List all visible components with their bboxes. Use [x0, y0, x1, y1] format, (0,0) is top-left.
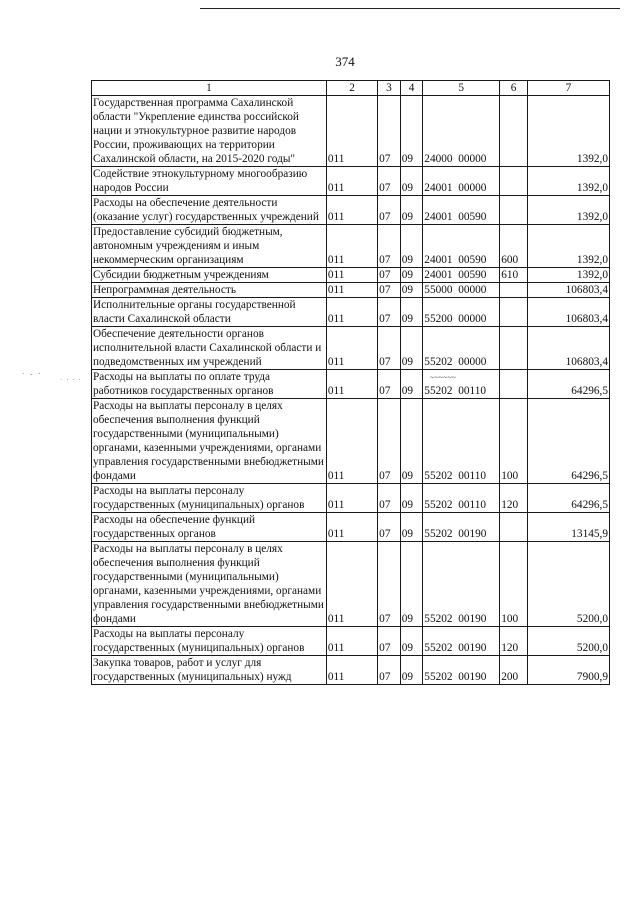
cell-target-article: 55202 00190	[423, 656, 500, 685]
cell-expense-type	[500, 327, 528, 370]
cell-target-article: 55202 00110	[423, 370, 500, 399]
table-row	[92, 268, 610, 283]
cell-amount: 1392,0	[527, 167, 609, 196]
cell-expense-type	[500, 370, 528, 399]
cell-target-article: 55202 00190	[423, 513, 500, 542]
column-header-target-article: 5	[423, 81, 500, 96]
cell-name: Содействие этнокультурному многообразию народов России	[92, 167, 327, 196]
cell-expense-type: 100	[500, 399, 528, 484]
cell-ministry: 011	[326, 656, 377, 685]
cell-section: 07	[378, 225, 401, 268]
cell-expense-type: 200	[500, 656, 528, 685]
cell-amount: 1392,0	[527, 225, 609, 268]
table-row	[92, 513, 610, 542]
cell-section: 07	[378, 268, 401, 283]
cell-ministry: 011	[326, 542, 377, 627]
cell-subsection: 09	[400, 96, 423, 167]
cell-expense-type: 120	[500, 484, 528, 513]
cell-target-article: 55200 00000	[423, 298, 500, 327]
cell-name: Расходы на выплаты персоналу в целях обеспечения выполнения функций государственными (муниципальными) органами, казенными учреждениями, органами управления государственными внебюджетными фондами	[92, 399, 327, 484]
cell-subsection: 09	[400, 484, 423, 513]
cell-amount: 106803,4	[527, 283, 609, 298]
cell-amount: 64296,5	[527, 370, 609, 399]
cell-expense-type	[500, 196, 528, 225]
cell-expense-type	[500, 96, 528, 167]
cell-amount: 1392,0	[527, 268, 609, 283]
cell-section: 07	[378, 656, 401, 685]
cell-subsection: 09	[400, 283, 423, 298]
cell-name: Расходы на выплаты персоналу государственных (муниципальных) органов	[92, 484, 327, 513]
cell-section: 07	[378, 298, 401, 327]
cell-amount: 1392,0	[527, 196, 609, 225]
cell-target-article: 55000 00000	[423, 283, 500, 298]
cell-amount: 13145,9	[527, 513, 609, 542]
table-row	[92, 167, 610, 196]
cell-target-article: 55202 00190	[423, 542, 500, 627]
cell-subsection: 09	[400, 656, 423, 685]
cell-ministry: 011	[326, 298, 377, 327]
column-header-subsection: 4	[400, 81, 423, 96]
cell-expense-type	[500, 283, 528, 298]
cell-subsection: 09	[400, 513, 423, 542]
cell-section: 07	[378, 196, 401, 225]
cell-expense-type	[500, 298, 528, 327]
column-header-amount: 7	[527, 81, 609, 96]
stamp-smudge: ~~~~~~	[430, 373, 456, 382]
table-row	[92, 96, 610, 167]
cell-name: Расходы на обеспечение деятельности (оказание услуг) государственных учреждений	[92, 196, 327, 225]
table-row	[92, 298, 610, 327]
column-header-expense-type: 6	[500, 81, 528, 96]
cell-ministry: 011	[326, 484, 377, 513]
scan-artifact: · · · ·	[60, 376, 82, 384]
cell-name: Государственная программа Сахалинской области "Укрепление единства российской нации и этнокультурное развитие народов России, проживающих на территории Сахалинской области, на 2015-2020 годы"	[92, 96, 327, 167]
table-row	[92, 656, 610, 685]
table-row	[92, 283, 610, 298]
cell-name: Исполнительные органы государственной власти Сахалинской области	[92, 298, 327, 327]
cell-amount: 106803,4	[527, 327, 609, 370]
cell-expense-type: 610	[500, 268, 528, 283]
budget-table-body	[92, 96, 610, 685]
cell-section: 07	[378, 542, 401, 627]
top-rule	[200, 8, 620, 9]
cell-target-article: 55202 00110	[423, 484, 500, 513]
page-number: 374	[335, 54, 355, 69]
cell-amount: 64296,5	[527, 399, 609, 484]
cell-amount: 5200,0	[527, 627, 609, 656]
cell-ministry: 011	[326, 327, 377, 370]
cell-target-article: 55202 00000	[423, 327, 500, 370]
cell-ministry: 011	[326, 513, 377, 542]
cell-amount: 1392,0	[527, 96, 609, 167]
cell-section: 07	[378, 513, 401, 542]
cell-subsection: 09	[400, 167, 423, 196]
cell-name: Расходы на выплаты персоналу в целях обеспечения выполнения функций государственными (муниципальными) органами, казенными учреждениями, органами управления государственными внебюджетными фондами	[92, 542, 327, 627]
cell-ministry: 011	[326, 283, 377, 298]
table-row	[92, 327, 610, 370]
column-header-name: 1	[92, 81, 327, 96]
cell-name: Обеспечение деятельности органов исполнительной власти Сахалинской области и подведомственных им учреждений	[92, 327, 327, 370]
cell-name: Расходы на выплаты по оплате труда работников государственных органов	[92, 370, 327, 399]
cell-ministry: 011	[326, 370, 377, 399]
cell-ministry: 011	[326, 399, 377, 484]
cell-ministry: 011	[326, 627, 377, 656]
cell-ministry: 011	[326, 96, 377, 167]
table-row	[92, 196, 610, 225]
cell-name: Расходы на выплаты персоналу государственных (муниципальных) органов	[92, 627, 327, 656]
cell-amount: 106803,4	[527, 298, 609, 327]
cell-section: 07	[378, 627, 401, 656]
cell-target-article: 24001 00000	[423, 167, 500, 196]
cell-section: 07	[378, 167, 401, 196]
table-row	[92, 542, 610, 627]
table-row	[92, 484, 610, 513]
cell-name: Предоставление субсидий бюджетным, автономным учреждениям и иным некоммерческим организациям	[92, 225, 327, 268]
cell-ministry: 011	[326, 167, 377, 196]
cell-subsection: 09	[400, 268, 423, 283]
column-header-section: 3	[378, 81, 401, 96]
cell-subsection: 09	[400, 627, 423, 656]
cell-section: 07	[378, 283, 401, 298]
cell-target-article: 24001 00590	[423, 196, 500, 225]
cell-expense-type: 100	[500, 542, 528, 627]
cell-name: Расходы на обеспечение функций государственных органов	[92, 513, 327, 542]
cell-name: Непрограммная деятельность	[92, 283, 327, 298]
cell-subsection: 09	[400, 298, 423, 327]
cell-subsection: 09	[400, 225, 423, 268]
cell-section: 07	[378, 399, 401, 484]
cell-ministry: 011	[326, 225, 377, 268]
cell-subsection: 09	[400, 542, 423, 627]
cell-ministry: 011	[326, 196, 377, 225]
cell-target-article: 24001 00590	[423, 225, 500, 268]
cell-amount: 7900,9	[527, 656, 609, 685]
table-row	[92, 370, 610, 399]
cell-name: Закупка товаров, работ и услуг для государственных (муниципальных) нужд	[92, 656, 327, 685]
cell-ministry: 011	[326, 268, 377, 283]
cell-section: 07	[378, 484, 401, 513]
cell-section: 07	[378, 370, 401, 399]
table-row	[92, 225, 610, 268]
cell-expense-type: 600	[500, 225, 528, 268]
cell-name: Субсидии бюджетным учреждениям	[92, 268, 327, 283]
cell-target-article: 24000 00000	[423, 96, 500, 167]
cell-amount: 64296,5	[527, 484, 609, 513]
scan-artifact: · - ·	[22, 370, 43, 378]
cell-subsection: 09	[400, 327, 423, 370]
budget-table	[91, 80, 610, 685]
cell-section: 07	[378, 96, 401, 167]
cell-expense-type	[500, 167, 528, 196]
cell-amount: 5200,0	[527, 542, 609, 627]
cell-target-article: 24001 00590	[423, 268, 500, 283]
column-header-ministry: 2	[326, 81, 377, 96]
table-row	[92, 399, 610, 484]
table-row	[92, 627, 610, 656]
cell-expense-type: 120	[500, 627, 528, 656]
cell-subsection: 09	[400, 196, 423, 225]
cell-target-article: 55202 00110	[423, 399, 500, 484]
cell-subsection: 09	[400, 399, 423, 484]
header-row	[92, 81, 610, 96]
cell-section: 07	[378, 327, 401, 370]
cell-expense-type	[500, 513, 528, 542]
cell-target-article: 55202 00190	[423, 627, 500, 656]
cell-subsection: 09	[400, 370, 423, 399]
